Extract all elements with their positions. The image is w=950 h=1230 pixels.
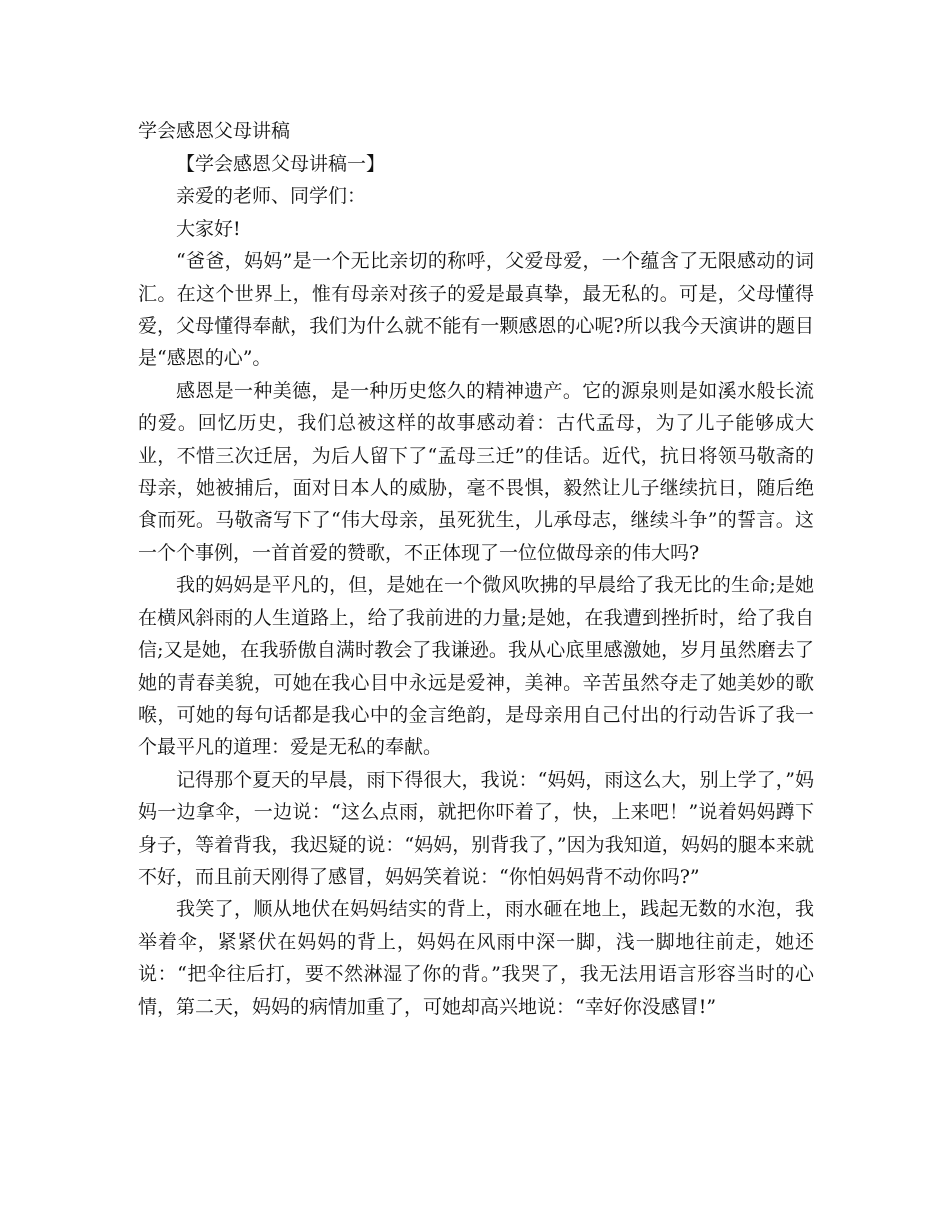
body-paragraph: 我笑了，顺从地伏在妈妈结实的背上，雨水砸在地上，践起无数的水泡，我举着伞，紧紧伏在妈妈的背上，妈妈在风雨中深一脚，浅一脚地往前走，她还说：“把伞往后打，要不然淋湿了你的背。”我哭了，我无法用语言形容当时的心情，第二天，妈妈的病情加重了，可她却高兴地说：“幸好你没感冒!”	[138, 898, 814, 1018]
body-paragraph: 记得那个夏天的早晨，雨下得很大，我说：“妈妈，雨这么大，别上学了，”妈妈一边拿伞，一边说：“这么点雨，就把你吓着了，快，上来吧！”说着妈妈蹲下身子，等着背我，我迟疑的说：“妈妈，别背我了，”因为我知道，妈妈的腿本来就不好，而且前天刚得了感冒，妈妈笑着说：“你怕妈妈背不动你吗?”	[138, 768, 814, 888]
body-paragraph: “爸爸，妈妈”是一个无比亲切的称呼，父爱母爱，一个蕴含了无限感动的词汇。在这个世界上，惟有母亲对孩子的爱是最真挚，最无私的。可是，父母懂得爱，父母懂得奉献，我们为什么就不能有一颗感恩的心呢?所以我今天演讲的题目是“感恩的心”。	[138, 250, 814, 370]
document-body	[138, 148, 814, 1023]
section-heading: 【学会感恩父母讲稿一】	[176, 153, 386, 175]
greeting: 大家好!	[176, 217, 241, 240]
salutation: 亲爱的老师、同学们：	[176, 185, 367, 208]
document-title: 学会感恩父母讲稿	[138, 120, 291, 142]
body-paragraph: 感恩是一种美德，是一种历史悠久的精神遗产。它的源泉则是如溪水般长流的爱。回忆历史，我们总被这样的故事感动着：古代孟母，为了儿子能够成大业，不惜三次迁居，为后人留下了“孟母三迁”的佳话。近代，抗日将领马敬斋的母亲，她被捕后，面对日本人的威胁，毫不畏惧，毅然让儿子继续抗日，随后绝食而死。马敬斋写下了“伟大母亲，虽死犹生，儿承母志，继续斗争”的誓言。这一个个事例，一首首爱的赞歌，不正体现了一位位做母亲的伟大吗?	[138, 379, 814, 564]
body-paragraph: 我的妈妈是平凡的，但，是她在一个微风吹拂的早晨给了我无比的生命;是她在横风斜雨的人生道路上，给了我前进的力量;是她，在我遭到挫折时，给了我自信;又是她，在我骄傲自满时教会了我谦逊。我从心底里感激她，岁月虽然磨去了她的青春美貌，可她在我心目中永远是爱神，美神。辛苦虽然夺走了她美妙的歌喉，可她的每句话都是我心中的金言绝韵，是母亲用自己付出的行动告诉了我一个最平凡的道理：爱是无私的奉献。	[138, 574, 814, 759]
